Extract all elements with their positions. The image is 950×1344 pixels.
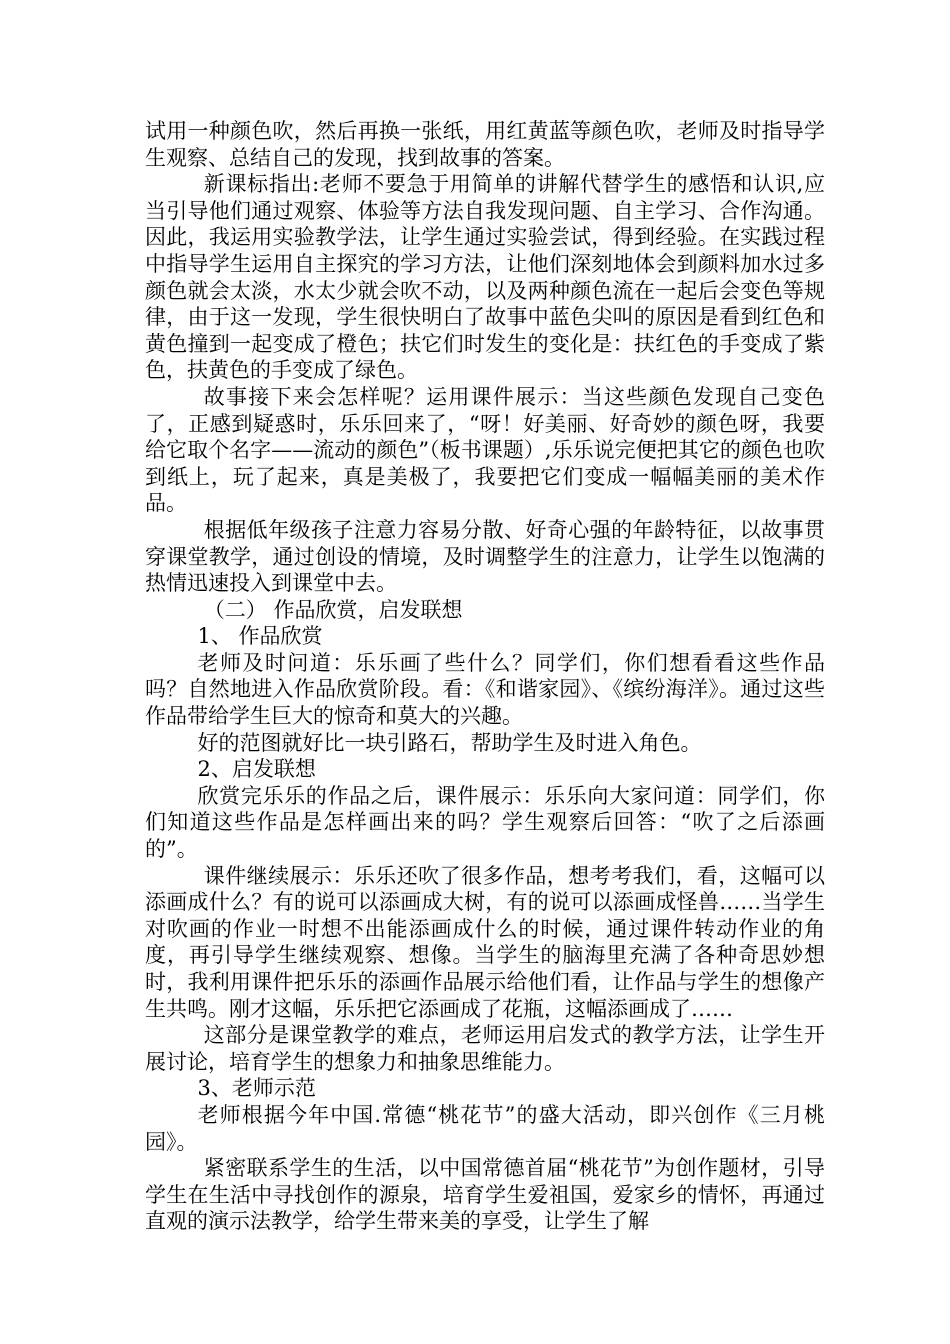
paragraph-new-curriculum: 新课标指出:老师不要急于用简单的讲解代替学生的感悟和认识,应当引导他们通过观察、体验等方法自我发现问题、自主学习、合作沟通。因此，我运用实验教学法，让学生通过实验尝试，得到经验。在实践过程中指导学生运用自主探究的学习方法，让他们深刻地体会到颜料加水过多颜色就会太淡，水太少就会吹不动，以及两种颜色流在一起后会变色等规律，由于这一发现，学生很快明白了故事中蓝色尖叫的原因是看到红色和黄色撞到一起变成了橙色；扶它们时发生的变化是：扶红色的手变成了紫色，扶黄色的手变成了绿色。: [145, 172, 825, 383]
paragraph-after-appreciation: 欣赏完乐乐的作品之后，课件展示：乐乐向大家问道：同学们，你们知道这些作品是怎样画出来的吗？学生观察后回答：“吹了之后添画的”。: [145, 783, 825, 862]
subheading-work-appreciation: 1、 作品欣赏: [197, 624, 323, 649]
subheading-inspire-association: 2、启发联想: [197, 757, 316, 782]
paragraph-age-characteristics: 根据低年级孩子注意力容易分散、好奇心强的年龄特征，以故事贯穿课堂教学，通过创设的情境，及时调整学生的注意力，让学生以饱满的热情迅速投入到课堂中去。: [145, 517, 825, 596]
paragraph-peach-festival: 老师根据今年中国.常德“桃花节”的盛大活动，即兴创作《三月桃园》。: [145, 1102, 825, 1154]
paragraph-story-continues: 故事接下来会怎样呢？运用课件展示：当这些颜色发现自己变色了，正感到疑惑时，乐乐回来了，“呀！好美丽、好奇妙的颜色呀，我要给它取个名字——流动的颜色”（板书课题）,乐乐说完便把其它的颜色也吹到纸上，玩了起来，真是美极了，我要把它们变成一幅幅美丽的美术作品。: [145, 384, 825, 516]
document-body: [145, 118, 825, 1235]
paragraph-model-drawing: 好的范图就好比一块引路石，帮助学生及时进入角色。: [197, 730, 702, 755]
paragraph-courseware-continues: 课件继续展示：乐乐还吹了很多作品，想考考我们，看，这幅可以添画成什么？有的说可以添画成大树，有的说可以添画成怪兽……当学生对吹画的作业一时想不出能添画成什么的时候，通过课件转动作业的角度，再引导学生继续观察、想像。当学生的脑海里充满了各种奇思妙想时，我利用课件把乐乐的添画作品展示给他们看，让作品与学生的想像产生共鸣。刚才这幅，乐乐把它添画成了花瓶，这幅添画成了……: [145, 863, 825, 1021]
paragraph-difficult-part: 这部分是课堂教学的难点，老师运用启发式的教学方法，让学生开展讨论，培育学生的想象力和抽象思维能力。: [145, 1023, 825, 1074]
section-heading-appreciation: （二） 作品欣赏，启发联想: [203, 597, 463, 622]
subheading-teacher-demo: 3、老师示范: [197, 1076, 316, 1101]
paragraph-blow-colors: 试用一种颜色吹，然后再换一张纸，用红黄蓝等颜色吹，老师及时指导学生观察、总结自己的发现，找到故事的答案。: [145, 119, 825, 170]
paragraph-teacher-asks: 老师及时问道：乐乐画了些什么？同学们，你们想看看这些作品吗？自然地进入作品欣赏阶段。看：《和谐家园》、《缤纷海洋》。通过这些作品带给学生巨大的惊奇和莫大的兴趣。: [145, 650, 825, 729]
paragraph-student-life: 紧密联系学生的生活，以中国常德首届“桃花节”为创作题材，引导学生在生活中寻找创作的源泉，培育学生爱祖国，爱家乡的情怀，再通过直观的演示法教学，给学生带来美的享受，让学生了解: [145, 1156, 825, 1234]
